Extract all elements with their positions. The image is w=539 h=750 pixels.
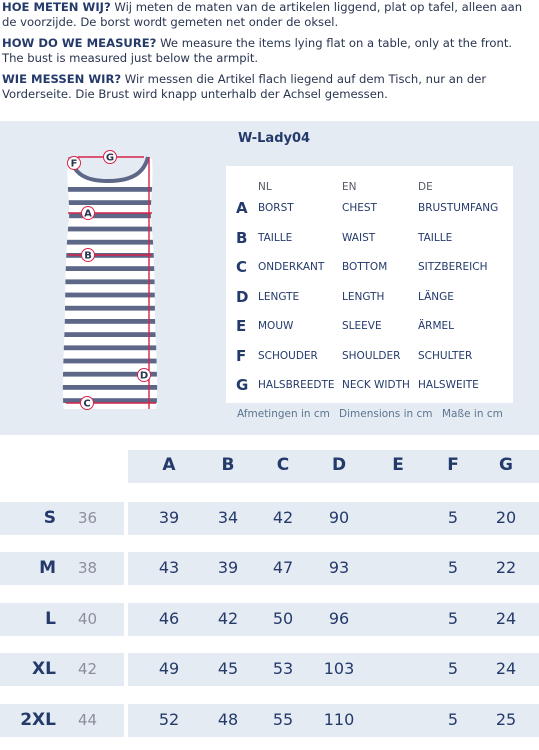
- legend-letter: D: [236, 287, 249, 306]
- value-g: 22: [495, 558, 517, 577]
- intro-nl: [2, 0, 536, 30]
- legend-en: BOTTOM: [342, 261, 388, 273]
- size-cell: [0, 603, 124, 636]
- legend-nl: SCHOUDER: [258, 349, 318, 362]
- dress-stripe: [52, 411, 172, 416]
- svg-text:F: F: [70, 158, 78, 170]
- measurement-panel: [0, 121, 539, 435]
- intro-de-text: Wir messen die Artikel flach liegend auf dem Tisch, nur an der Vorderseite. Die Brust wird knapp unterhalb der Achsel gemessen.: [2, 72, 487, 101]
- legend-de: BRUSTUMFANG: [418, 202, 499, 214]
- intro-nl-label: HOE METEN WIJ?: [2, 0, 111, 14]
- intro-de: [2, 72, 536, 102]
- column-header-c: C: [276, 455, 290, 475]
- dress-stripe: [52, 213, 172, 218]
- dress-stripe: [52, 200, 172, 205]
- value-d: 93: [328, 558, 350, 577]
- value-c: 50: [272, 609, 294, 628]
- size-label: L: [45, 609, 56, 629]
- value-a: 46: [158, 609, 180, 628]
- value-b: 42: [217, 609, 239, 628]
- legend-header-nl: NL: [258, 181, 272, 193]
- legend-row-f: [226, 347, 513, 367]
- size-cell: [0, 653, 124, 686]
- dress-stripe: [52, 240, 172, 245]
- value-g: 25: [495, 710, 517, 729]
- legend-header-en: EN: [342, 181, 357, 193]
- value-cells: [128, 502, 539, 535]
- value-a: 43: [158, 558, 180, 577]
- value-c: 47: [272, 558, 294, 577]
- size-row-m: [0, 552, 539, 585]
- value-cells: [128, 704, 539, 737]
- value-cells: [128, 653, 539, 686]
- size-label: XL: [32, 659, 56, 679]
- value-d: 96: [328, 609, 350, 628]
- legend-letter: A: [236, 199, 248, 217]
- size-number: 36: [78, 509, 98, 527]
- svg-text:A: A: [84, 208, 92, 220]
- legend-row-e: [226, 317, 513, 337]
- legend-letter: F: [236, 346, 247, 365]
- size-number: 44: [78, 711, 98, 729]
- size-row-xl: [0, 653, 539, 686]
- value-c: 42: [272, 508, 294, 527]
- size-table-header: [128, 450, 539, 483]
- unit-nl: Afmetingen in cm: [237, 408, 330, 420]
- dress-stripe: [52, 385, 172, 390]
- value-f: 5: [447, 508, 459, 527]
- legend-row-c: [226, 258, 513, 278]
- value-f: 5: [447, 609, 459, 628]
- size-row-s: [0, 502, 539, 535]
- legend-de: SCHULTER: [418, 349, 473, 362]
- dress-diagram: [52, 143, 172, 421]
- size-row-l: [0, 603, 539, 636]
- dress-stripe: [52, 319, 172, 324]
- legend-de: TAILLE: [418, 231, 453, 244]
- svg-text:B: B: [84, 250, 92, 262]
- svg-text:G: G: [105, 152, 115, 164]
- size-label: 2XL: [20, 710, 56, 730]
- diagram-label-f: [68, 157, 81, 170]
- dress-stripe: [52, 227, 172, 232]
- legend-nl: ONDERKANT: [258, 261, 325, 273]
- column-header-g: G: [499, 455, 513, 475]
- unit-de: Maße in cm: [442, 408, 503, 420]
- value-d: 103: [323, 659, 355, 678]
- diagram-label-g: [104, 151, 117, 164]
- value-c: 55: [272, 710, 294, 729]
- value-a: 52: [158, 710, 180, 729]
- legend-nl: MOUW: [258, 320, 294, 332]
- legend-nl: LENGTE: [258, 290, 300, 303]
- value-d: 110: [323, 710, 355, 729]
- legend-row-d: [226, 288, 513, 308]
- value-b: 48: [217, 710, 239, 729]
- diagram-label-c: [81, 397, 94, 410]
- legend-en: WAIST: [342, 231, 376, 244]
- intro-en: [2, 36, 536, 66]
- column-header-d: D: [331, 455, 347, 475]
- legend-de: LÄNGE: [418, 290, 454, 303]
- intro-nl-text: Wij meten de maten van de artikelen liggend, plat op tafel, alleen aan de voorzijde. De borst wordt gemeten net onder de oksel.: [2, 0, 523, 29]
- legend-nl: BORST: [258, 202, 294, 214]
- value-b: 39: [217, 558, 239, 577]
- value-f: 5: [447, 659, 459, 678]
- dress-stripe: [52, 306, 172, 311]
- dress-stripe: [52, 398, 172, 403]
- value-a: 49: [158, 659, 180, 678]
- unit-en: Dimensions in cm: [339, 408, 433, 420]
- value-d: 90: [328, 508, 350, 527]
- column-header-a: A: [162, 455, 176, 475]
- size-number: 42: [78, 660, 98, 678]
- value-a: 39: [158, 508, 180, 527]
- svg-text:C: C: [83, 398, 91, 410]
- size-number: 38: [78, 559, 98, 577]
- dress-stripe: [52, 187, 172, 192]
- value-g: 20: [495, 508, 517, 527]
- intro-en-label: HOW DO WE MEASURE?: [2, 36, 157, 50]
- measurement-legend: [226, 166, 513, 403]
- value-g: 24: [495, 659, 517, 678]
- size-number: 40: [78, 610, 98, 628]
- size-label: S: [43, 508, 56, 528]
- legend-nl: TAILLE: [258, 231, 293, 244]
- dress-stripe: [52, 359, 172, 364]
- column-header-e: E: [392, 455, 404, 475]
- legend-letter: E: [236, 317, 247, 335]
- value-g: 24: [495, 609, 517, 628]
- legend-en: SHOULDER: [342, 349, 401, 362]
- legend-de: HALSWEITE: [418, 379, 479, 391]
- svg-text:D: D: [139, 370, 149, 382]
- size-row-2xl: [0, 704, 539, 737]
- legend-row-b: [226, 229, 513, 249]
- legend-de: ÄRMEL: [418, 320, 455, 332]
- legend-row-g: [226, 376, 513, 396]
- value-f: 5: [447, 558, 459, 577]
- value-cells: [128, 603, 539, 636]
- value-f: 5: [447, 710, 459, 729]
- diagram-label-b: [82, 249, 95, 262]
- diagram-label-a: [82, 207, 95, 220]
- dress-stripe: [52, 332, 172, 337]
- dress-stripe: [52, 293, 172, 298]
- legend-row-a: [226, 199, 513, 219]
- intro-en-text: We measure the items lying flat on a table, only at the front. The bust is measured just below the armpit.: [2, 36, 513, 65]
- legend-en: NECK WIDTH: [342, 379, 410, 391]
- value-cells: [128, 552, 539, 585]
- column-header-b: B: [221, 455, 235, 475]
- dress-stripe: [52, 266, 172, 271]
- size-cell: [0, 502, 124, 535]
- value-b: 34: [217, 508, 239, 527]
- size-label: M: [39, 558, 56, 578]
- legend-en: SLEEVE: [342, 320, 382, 332]
- legend-en: CHEST: [342, 202, 377, 214]
- intro-de-label: WIE MESSEN WIR?: [2, 72, 122, 86]
- legend-en: LENGTH: [342, 290, 385, 303]
- legend-letter: G: [236, 376, 249, 394]
- model-name: W-Lady04: [238, 131, 311, 146]
- size-cell: [0, 552, 124, 585]
- diagram-label-d: [138, 369, 151, 382]
- legend-header-de: DE: [418, 181, 433, 193]
- value-c: 53: [272, 659, 294, 678]
- legend-nl: HALSBREEDTE: [258, 379, 335, 391]
- legend-letter: B: [236, 228, 248, 247]
- legend-letter: C: [236, 258, 248, 276]
- dress-stripe: [52, 372, 172, 377]
- legend-de: SITZBEREICH: [418, 261, 488, 273]
- value-b: 45: [217, 659, 239, 678]
- size-cell: [0, 704, 124, 737]
- column-header-f: F: [447, 455, 459, 475]
- dress-stripe: [52, 345, 172, 350]
- dress-stripe: [52, 279, 172, 284]
- intro-text: [2, 0, 536, 108]
